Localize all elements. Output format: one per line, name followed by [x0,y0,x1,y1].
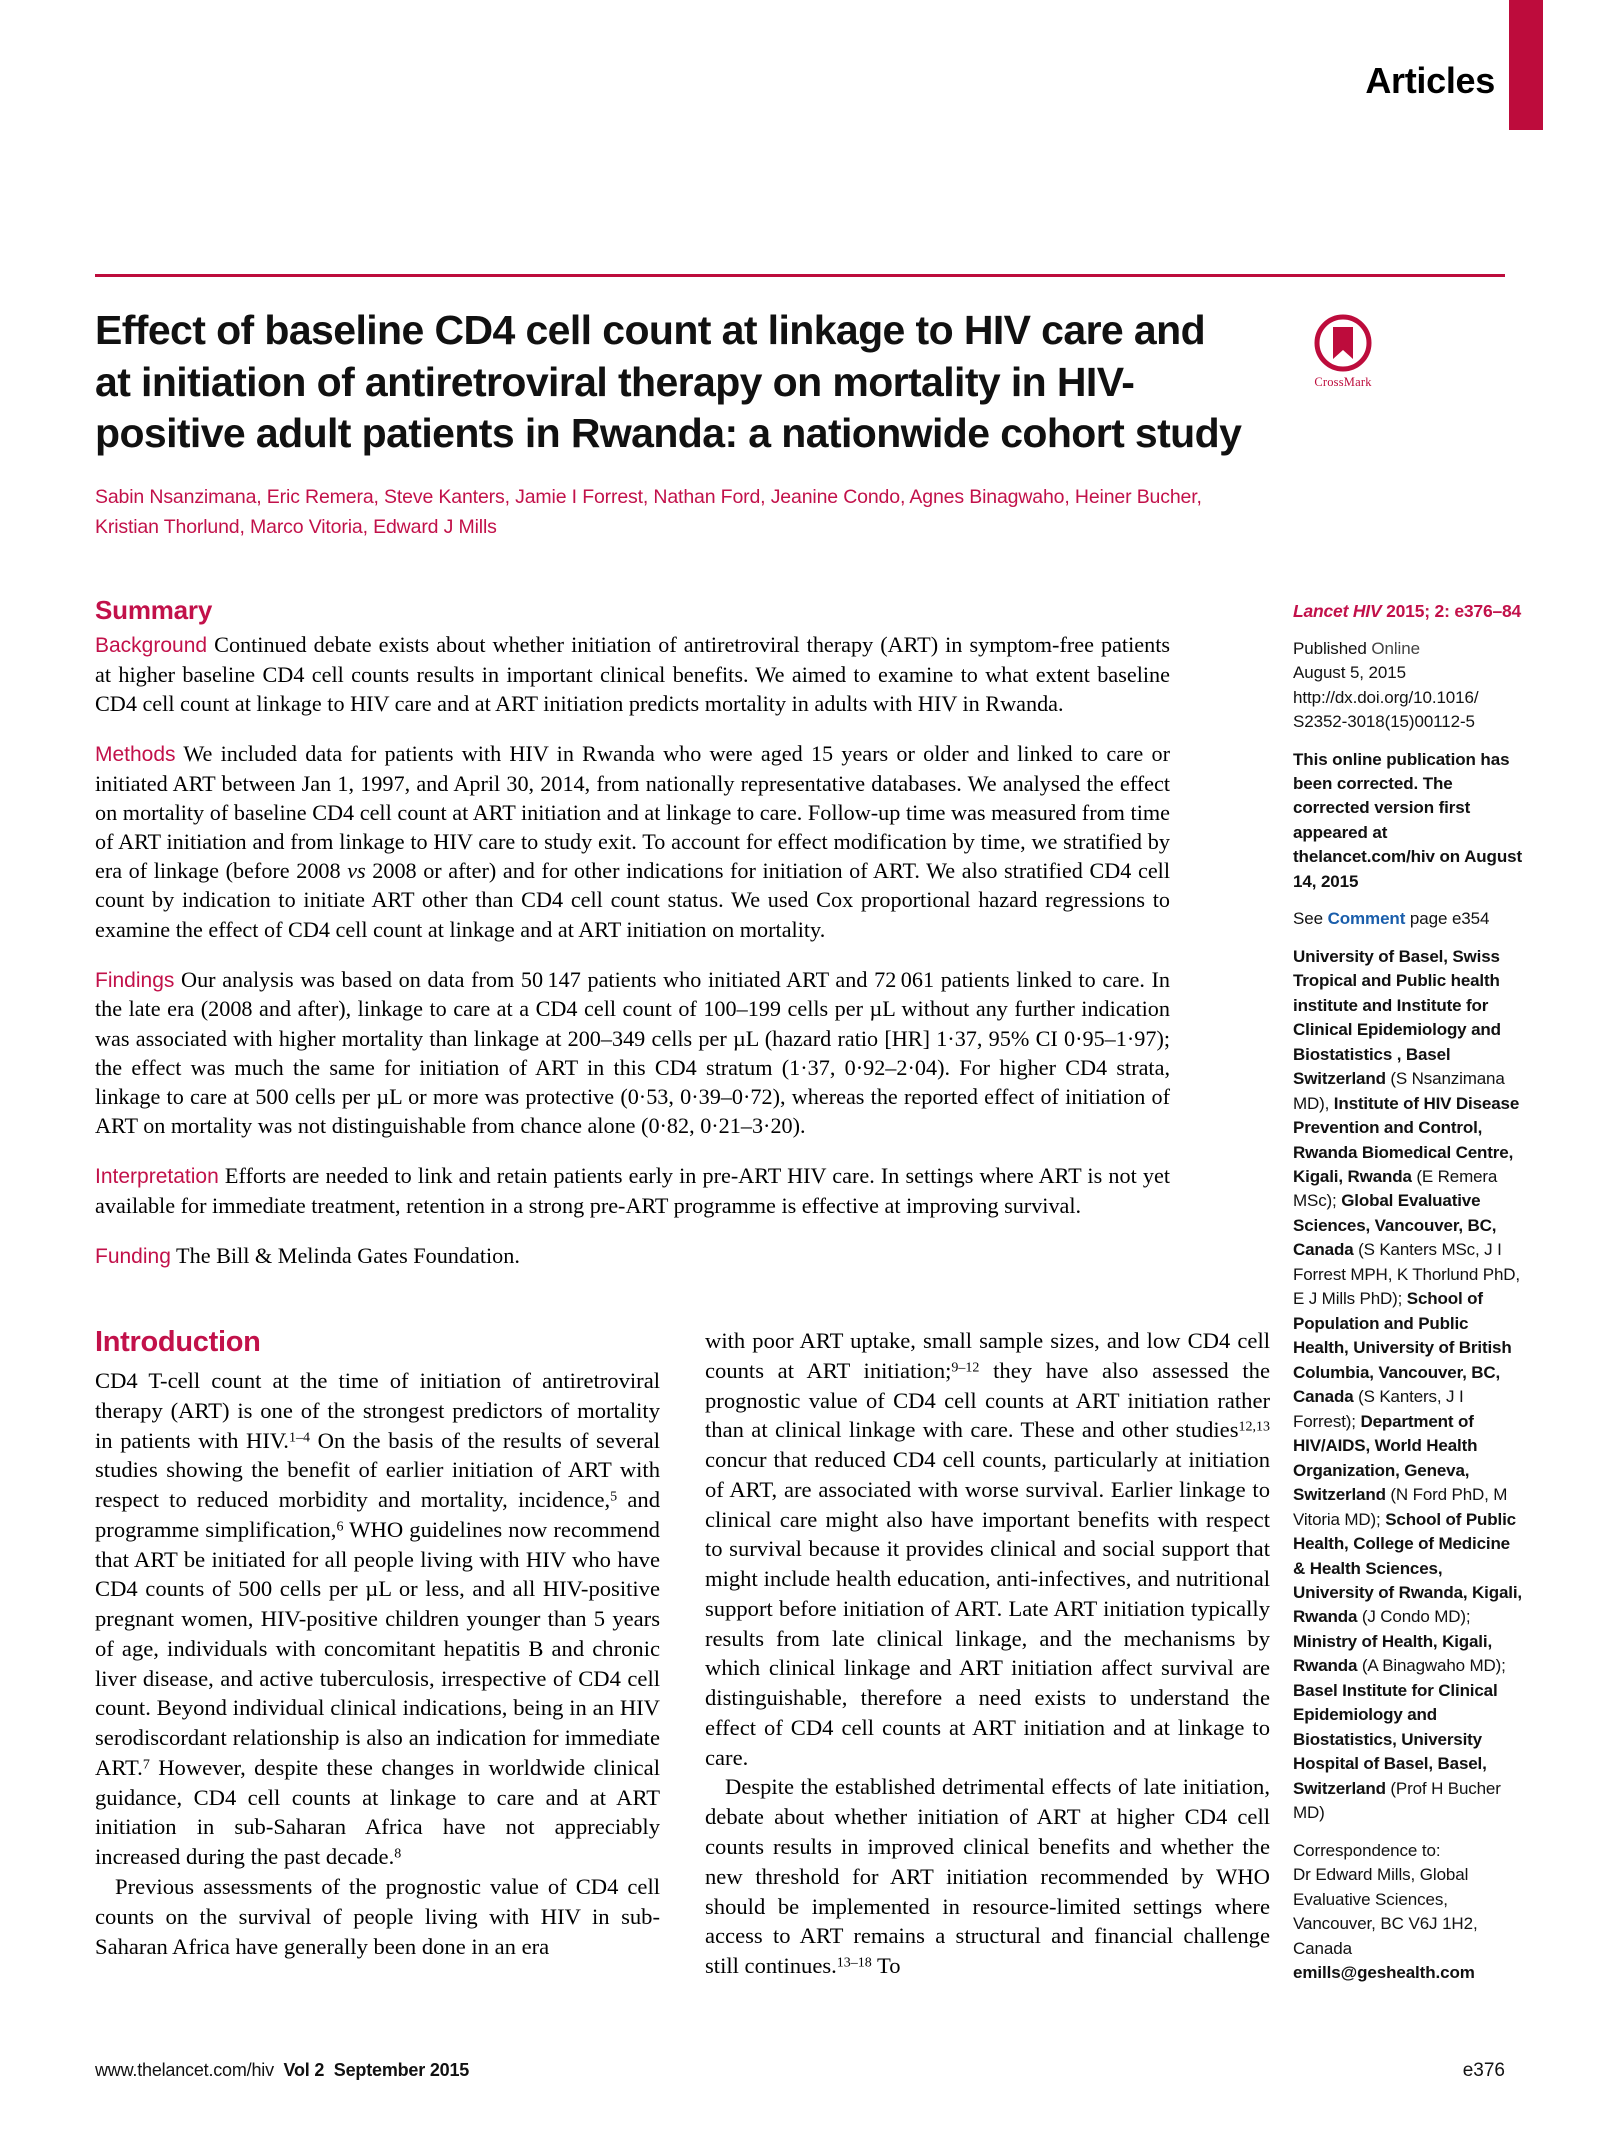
running-head [0,0,1600,155]
crossmark-label: CrossMark [1314,375,1372,389]
intro-paragraph-3 [705,1326,1270,1772]
article-body [95,1326,1270,1981]
footer-left-group [95,2060,469,2081]
affiliation-authors: (S Kanters MSc, J I Forrest MPH, K Thorlund PhD, E J Mills PhD); [1293,1240,1520,1309]
section-label: Articles [1365,60,1495,101]
summary-heading: Summary [95,595,213,625]
affiliation-institution: University of Basel, Swiss Tropical and Public health institute and Institute for Clinical Epidemiology and Biostatistics , Basel Switzerland [1293,946,1501,1089]
interpretation-label: Interpretation [95,1165,219,1189]
volume-label: Vol 2 [283,2060,325,2080]
affiliation-institution: Basel Institute for Clinical Epidemiology and Biostatistics, University Hospital of Basel, Basel, Switzerland [1293,1680,1498,1798]
background-text: Continued debate exists about whether initiation of antiretroviral therapy (ART) in symptom-free patients at higher baseline CD4 cell counts results in important clinical benefits. We aimed to examine to what extent baseline CD4 cell count at linkage to HIV care and at ART initiation predicts mortality in adults with HIV in Rwanda. [95,632,1170,716]
intro-text-d: WHO guidelines now recommend that ART be initiated for all people living with HIV who have CD4 counts of 500 cells per µL or less, and all HIV-positive pregnant women, HIV-positive children younger than 5 years of age, individuals with concomitant hepatitis B and chronic liver disease, and active tuberculosis, irrespective of CD4 cell count. Beyond individual clinical indications, being in an HIV serodiscordant relationship is also an indication for immediate ART. [95,1516,660,1780]
summary-interpretation-paragraph [95,1161,1170,1220]
methods-text-part1: We included data for patients with HIV in Rwanda who were aged 15 years or older and linked to care or initiated ART between Jan 1, 1997, and April 30, 2014, from nationally representative databases. We analysed the effect on mortality of baseline CD4 cell count at ART initiation and at linkage to care. Follow-up time was measured from time of ART initiation and from linkage to HIV care to study exit. To account for effect modification by time, we stratified by era of linkage (before 2008 [95,740,1170,884]
page-title: Effect of baseline CD4 cell count at linkage to HIV care and at initiation of antiretroviral therapy on mortality in HIV-positive adult patients in Rwanda: a nationwide cohort study [95,307,1242,457]
findings-label: Findings [95,968,175,992]
summary-section [95,595,1170,1271]
title-block [95,305,1265,543]
crossmark-badge[interactable] [1295,312,1391,390]
citation-ref[interactable]: 12,13 [1238,1420,1270,1435]
correspondence-email[interactable]: emills@geshealth.com [1293,1963,1475,1982]
publication-details [1293,637,1525,735]
summary-funding-paragraph [95,1241,1170,1271]
page-number: e376 [1462,2060,1505,2081]
intro-text-e: However, despite these changes in worldwide clinical guidance, CD4 cell counts at linkage to care and at ART initiation in sub-Saharan Africa have not appreciably increased during the past decade. [95,1754,660,1870]
background-label: Background [95,634,208,657]
affiliation-institution: Ministry of Health, Kigali, Rwanda [1293,1631,1493,1676]
intro-right-text-b: they have also assessed the prognostic value of CD4 cell counts at ART initiation rather than at clinical linkage with care. These and other studies [705,1357,1270,1443]
correction-notice: This online publication has been corrected. The corrected version first appeared at thelancet.com/hiv on August 14, 2015 [1293,749,1523,891]
section-color-tab [1509,0,1543,130]
citation-ref[interactable]: 5 [610,1489,618,1505]
journal-url[interactable]: www.thelancet.com/hiv [95,2060,274,2080]
issue-date: September 2015 [333,2060,470,2080]
affiliation-institution: School of Public Health, College of Medicine & Health Sciences, University of Rwanda, Kigali, Rwanda [1293,1509,1522,1627]
citation-ref[interactable]: 6 [336,1519,344,1535]
citation-ref[interactable]: 9–12 [951,1360,980,1376]
citation-ref[interactable]: 1–4 [288,1430,310,1446]
summary-background-paragraph [95,630,1170,718]
intro-paragraph-4 [705,1772,1270,1980]
correspondence-address: Dr Edward Mills, Global Evaluative Sciences, Vancouver, BC V6J 1H2, Canada [1293,1865,1478,1958]
correspondence-block [1293,1839,1525,1986]
affiliation-authors: (S Nsanzimana MD), [1293,1069,1505,1113]
affiliation-institution: Global Evaluative Sciences, Vancouver, BC, Canada [1293,1191,1497,1260]
published-date: August 5, 2015 [1293,663,1406,683]
affiliation-institution: School of Population and Public Health, University of British Columbia, Vancouver, BC, Canada [1293,1289,1512,1407]
comment-link[interactable]: Comment [1327,909,1406,929]
affiliation-authors: (J Condo MD); [1357,1607,1471,1627]
published-online-label: Online [1371,638,1420,658]
methods-label: Methods [95,742,176,766]
intro-paragraph-1 [95,1366,660,1872]
intro-right2-text-b: To [871,1953,901,1979]
intro-right-text-c: concur that reduced CD4 cell counts, particularly at initiation of ART, are associated with worse survival. Earlier linkage to clinical care might also have important benefits with respect to survival because it provides clinical and social support that might include health education, anti-infectives, and nutritional support before initiation of ART. Late ART initiation typically results from late clinical linkage, and the mechanisms by which clinical linkage and ART initiation affect survival are distinguishable, therefore a need exists to understand the effect of CD4 cell counts at ART initiation and at linkage to care. [705,1447,1270,1770]
intro-right2-text-a: Despite the established detrimental effects of late initiation, debate about whether initiation of ART at higher CD4 cell counts results in improved clinical benefits and whether the new threshold for ART initiation recommended by WHO should be implemented in resource-limited settings where access to ART remains a structural and financial challenge still continues. [705,1774,1270,1979]
journal-citation [1293,600,1525,624]
journal-name: Lancet HIV [1293,601,1382,621]
interpretation-text: Efforts are needed to link and retain patients early in pre-ART HIV care. In settings where ART is not yet available for immediate treatment, retention in a strong pre-ART programme is effective at improving survival. [95,1163,1171,1218]
citation-ref[interactable]: 8 [394,1846,402,1862]
intro-text-b: On the basis of the results of several studies showing the benefit of earlier initiation of ART with respect to reduced morbidity and mortality, incidence, [95,1427,660,1513]
methods-vs-italic: vs [347,858,366,884]
see-comment-prefix: See [1293,909,1328,929]
affiliation-authors: (A Binagwaho MD); [1357,1656,1506,1676]
affiliation-authors: (S Kanters, J I Forrest); [1293,1387,1464,1431]
summary-methods-paragraph [95,739,1170,944]
citation-volume-pages: 2015; 2: e376–84 [1381,601,1522,621]
funding-label: Funding [95,1245,171,1269]
affiliations-list [1293,945,1525,1826]
crossmark-icon [1295,312,1391,374]
affiliation-authors: (N Ford PhD, M Vitoria MD); [1293,1485,1508,1529]
intro-text-c: and programme simplification, [95,1487,660,1542]
intro-right-text-a: with poor ART uptake, small sample sizes, and low CD4 cell counts at ART initiation; [705,1328,1270,1383]
citation-ref[interactable]: 13–18 [836,1955,872,1971]
see-comment-suffix: page e354 [1405,909,1490,929]
citation-ref[interactable]: 7 [142,1757,150,1773]
findings-text: Our analysis was based on data from 50 147 patients who initiated ART and 72 061 patients linked to care. In the late era (2008 and after), linkage to care at a CD4 cell count of 100–199 cells per µL without any further indication was associated with higher mortality than linkage at 200–349 cells per µL (hazard ratio [HR] 1·37, 95% CI 0·95–1·97); the effect was much the same for initiation of ART in this CD4 stratum (1·37, 0·92–2·04). For higher CD4 strata, linkage to care at 500 cells per µL or more was protective (0·53, 0·39–0·72), whereas the reported effect of initiation of ART on mortality was not distinguishable from chance alone (0·82, 0·21–3·20). [95,966,1170,1139]
affiliation-institution: Department of HIV/AIDS, World Health Organization, Geneva, Switzerland [1293,1411,1478,1505]
author-list: Sabin Nsanzimana, Eric Remera, Steve Kanters, Jamie I Forrest, Nathan Ford, Jeanine Condo, Agnes Binagwaho, Heiner Bucher, Kristian Thorlund, Marco Vitoria, Edward J Mills [95,485,1202,539]
methods-text-part2: 2008 or after) and for other indications for initiation of ART. We also stratified CD4 cell count by indication to initiate ART other than CD4 cell count status. We used Cox proportional hazard regressions to examine the effect of CD4 cell count at linkage and at ART initiation on mortality. [95,858,1170,942]
doi-line-1[interactable]: http://dx.doi.org/10.1016/ [1293,687,1479,707]
summary-findings-paragraph [95,965,1170,1141]
page-footer [95,2060,1505,2082]
correspondence-heading: Correspondence to: [1293,1840,1441,1860]
affiliation-authors: (Prof H Bucher MD) [1293,1778,1501,1823]
introduction-heading: Introduction [95,1326,261,1358]
doi-line-2[interactable]: S2352-3018(15)00112-5 [1293,712,1475,732]
header-divider-rule [95,274,1505,277]
affiliation-institution: Institute of HIV Disease Prevention and Control, Rwanda Biomedical Centre, Kigali, Rwanda [1293,1093,1520,1186]
published-label: Published [1293,638,1372,658]
body-column-right [705,1326,1270,1981]
affiliation-authors: (E Remera MSc); [1293,1167,1498,1211]
intro-text-a: CD4 T-cell count at the time of initiation of antiretroviral therapy (ART) is one of the strongest predictors of mortality in patients with HIV. [95,1368,660,1453]
body-column-left [95,1326,660,1981]
see-comment-note [1293,907,1525,931]
article-metadata-sidebar [1293,600,1525,1998]
intro-paragraph-2: Previous assessments of the prognostic value of CD4 cell counts on the survival of people living with HIV in sub-Saharan Africa have generally been done in an era [95,1874,660,1959]
funding-text: The Bill & Melinda Gates Foundation. [176,1243,520,1269]
